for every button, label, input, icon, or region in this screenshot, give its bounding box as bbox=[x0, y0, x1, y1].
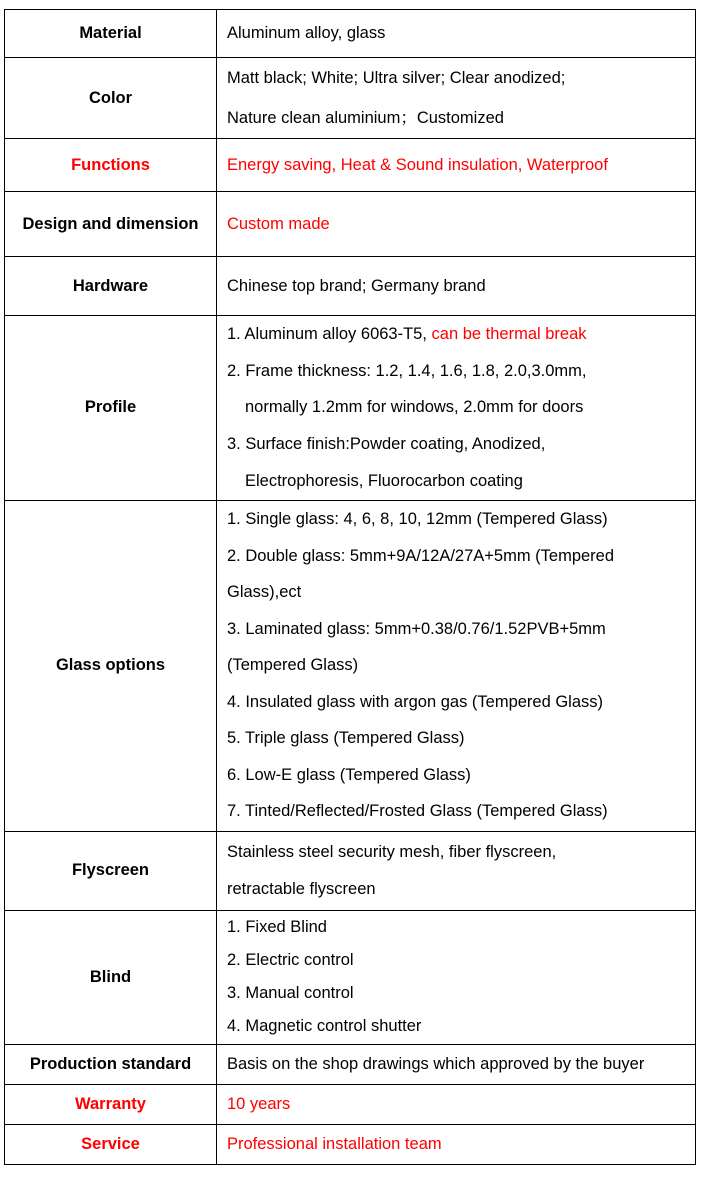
row-value-material bbox=[217, 10, 696, 58]
row-label-functions: Functions bbox=[5, 139, 217, 192]
row-value-design-dimension bbox=[217, 192, 696, 257]
value-line: Electrophoresis, Fluorocarbon coating bbox=[245, 471, 523, 490]
table-row-warranty bbox=[5, 1084, 696, 1124]
table-row-service bbox=[5, 1124, 696, 1164]
row-value-flyscreen bbox=[217, 831, 696, 910]
row-label-profile: Profile bbox=[5, 316, 217, 501]
row-label-flyscreen: Flyscreen bbox=[5, 831, 217, 910]
row-value-functions bbox=[217, 139, 696, 192]
row-value-profile bbox=[217, 316, 696, 501]
value-line: 3. Manual control bbox=[227, 984, 354, 1003]
row-label-warranty: Warranty bbox=[5, 1084, 217, 1124]
value-line: Energy saving, Heat & Sound insulation, Waterproof bbox=[227, 155, 608, 174]
table-row-production-standard bbox=[5, 1044, 696, 1084]
value-line: 2. Electric control bbox=[227, 951, 354, 970]
value-line: Nature clean aluminium；Customized bbox=[227, 109, 504, 127]
value-line: Custom made bbox=[227, 214, 330, 233]
value-line bbox=[227, 316, 695, 353]
value-line: Matt black; White; Ultra silver; Clear anodized; bbox=[227, 69, 566, 87]
value-line: Professional installation team bbox=[227, 1134, 442, 1153]
table-row-hardware bbox=[5, 257, 696, 316]
row-value-production-standard bbox=[217, 1044, 696, 1084]
value-line: Aluminum alloy, glass bbox=[227, 24, 386, 42]
value-line: normally 1.2mm for windows, 2.0mm for doors bbox=[245, 398, 584, 417]
value-line: 3. Surface finish:Powder coating, Anodized, bbox=[227, 435, 546, 454]
table-row-flyscreen bbox=[5, 831, 696, 910]
row-value-color bbox=[217, 58, 696, 139]
row-label-glass-options: Glass options bbox=[5, 500, 217, 831]
row-label-design-dimension: Design and dimension bbox=[5, 192, 217, 257]
table-row-glass-options bbox=[5, 500, 696, 831]
row-value-glass-options bbox=[217, 500, 696, 831]
row-value-hardware bbox=[217, 257, 696, 316]
value-line: 7. Tinted/Reflected/Frosted Glass (Tempered Glass) bbox=[227, 802, 608, 821]
row-label-material: Material bbox=[5, 10, 217, 58]
value-line: 1. Fixed Blind bbox=[227, 918, 327, 937]
value-line: 2. Double glass: 5mm+9A/12A/27A+5mm (Tempered bbox=[227, 546, 615, 565]
row-value-service bbox=[217, 1124, 696, 1164]
value-line: 1. Single glass: 4, 6, 8, 10, 12mm (Tempered Glass) bbox=[227, 510, 608, 529]
row-label-hardware: Hardware bbox=[5, 257, 217, 316]
highlight-text: can be thermal break bbox=[431, 325, 587, 343]
value-text: 1. Aluminum alloy 6063-T5, bbox=[227, 325, 432, 343]
value-line: 10 years bbox=[227, 1094, 291, 1113]
table-row-profile bbox=[5, 316, 696, 501]
specification-table bbox=[4, 9, 696, 1165]
value-line: Stainless steel security mesh, fiber flyscreen, bbox=[227, 843, 557, 862]
row-label-production-standard: Production standard bbox=[5, 1044, 217, 1084]
table-row-blind bbox=[5, 910, 696, 1044]
table-row-functions bbox=[5, 139, 696, 192]
value-line: Basis on the shop drawings which approved by the buyer bbox=[227, 1054, 645, 1073]
row-value-warranty bbox=[217, 1084, 696, 1124]
value-line: Glass),ect bbox=[227, 583, 302, 602]
value-line: 6. Low-E glass (Tempered Glass) bbox=[227, 765, 471, 784]
value-line: 2. Frame thickness: 1.2, 1.4, 1.6, 1.8, 2.0,3.0mm, bbox=[227, 361, 587, 380]
row-value-blind bbox=[217, 910, 696, 1044]
table-row-color bbox=[5, 58, 696, 139]
row-label-color: Color bbox=[5, 58, 217, 139]
table-row-material bbox=[5, 10, 696, 58]
value-line: 4. Magnetic control shutter bbox=[227, 1017, 422, 1036]
row-label-blind: Blind bbox=[5, 910, 217, 1044]
row-label-service: Service bbox=[5, 1124, 217, 1164]
value-line: 3. Laminated glass: 5mm+0.38/0.76/1.52PVB+5mm bbox=[227, 619, 606, 638]
table-row-design-dimension bbox=[5, 192, 696, 257]
value-line: (Tempered Glass) bbox=[227, 656, 359, 675]
value-line: 5. Triple glass (Tempered Glass) bbox=[227, 729, 465, 748]
value-line: 4. Insulated glass with argon gas (Tempered Glass) bbox=[227, 692, 604, 711]
value-line: retractable flyscreen bbox=[227, 879, 376, 898]
value-line: Chinese top brand; Germany brand bbox=[227, 276, 486, 295]
